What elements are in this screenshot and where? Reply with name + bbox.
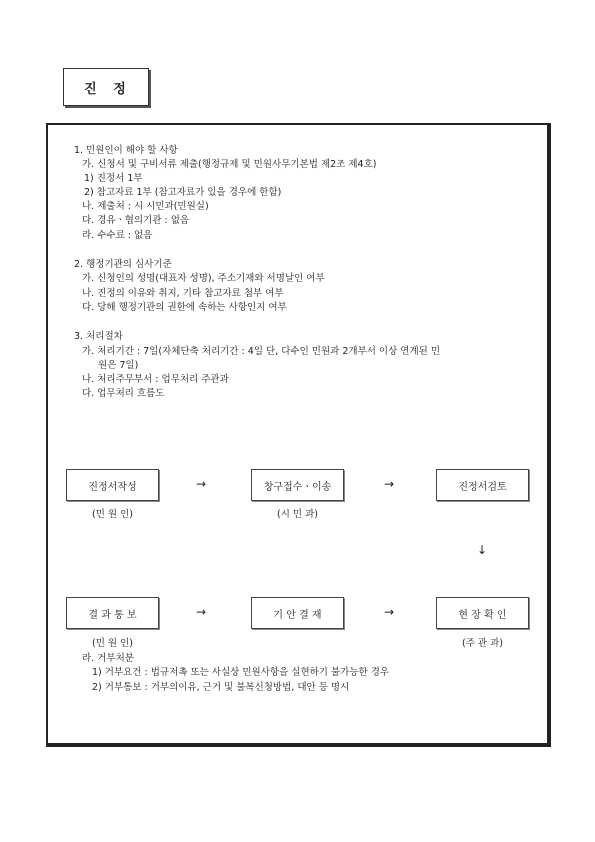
rejection-item-2: 2) 거부통보 : 거부의이유, 근거 및 불복신청방법, 대안 등 명시 xyxy=(92,682,350,693)
flow-box-reception-transfer: 창구접수ㆍ이송 xyxy=(251,469,344,501)
section1-item-ra: 라. 수수료 : 없음 xyxy=(82,230,153,241)
section3-item-ga-line2: 원은 7일) xyxy=(98,360,139,371)
document-title: 진 정 xyxy=(63,68,149,106)
flow-sub-petitioner: (민 원 인) xyxy=(92,509,133,520)
section2-item-ga: 가. 신청인의 성명(대표자 성명), 주소기재와 서명날인 여부 xyxy=(82,273,325,284)
down-arrow-icon: ↓ xyxy=(477,543,488,557)
section1-item-ga2: 2) 참고자료 1부 (참고자료가 있을 경우에 한함) xyxy=(84,187,282,198)
flow-box-draft-approval: 기 안 결 재 xyxy=(251,597,344,629)
flow-box-site-check: 현 장 확 인 xyxy=(436,597,529,629)
flow-sub-citizen-dept: (시 민 과) xyxy=(277,509,318,520)
right-arrow-icon: → xyxy=(196,605,207,619)
section3-item-da: 다. 업무처리 흐름도 xyxy=(82,388,165,399)
section3-heading: 3. 처리절차 xyxy=(74,331,123,342)
section1-item-na: 나. 제출처 : 시 시민과(민원실) xyxy=(82,201,209,212)
section3-item-ga-line1: 가. 처리기간 : 7일(자체단축 처리기간 : 4일 단, 다수인 민원과 2개부서 이상 연계된 민 xyxy=(82,346,441,357)
right-arrow-icon: → xyxy=(384,477,395,491)
right-arrow-icon: → xyxy=(196,477,207,491)
section2-item-na: 나. 진정의 이유와 취지, 기타 참고자료 첨부 여부 xyxy=(82,288,284,299)
section3-item-na: 나. 처리주무부서 : 업무처리 주관과 xyxy=(82,374,229,385)
section1-item-ga: 가. 신청서 및 구비서류 제출(행정규제 및 민원사무기본법 제2조 제4호) xyxy=(82,159,377,170)
section1-heading: 1. 민원인이 해야 할 사항 xyxy=(74,145,178,156)
rejection-heading: 라. 거부처분 xyxy=(82,653,134,664)
right-arrow-icon: → xyxy=(384,605,395,619)
flow-box-review-petition: 진정서검토 xyxy=(436,469,529,501)
flow-sub-petitioner-2: (민 원 인) xyxy=(92,638,133,649)
section1-item-ga1: 1) 진정서 1부 xyxy=(84,173,143,184)
section2-item-da: 다. 당해 행정기관의 권한에 속하는 사항인지 여부 xyxy=(82,302,287,313)
flow-box-write-petition: 진정서작성 xyxy=(66,469,159,501)
flow-box-notify-result: 결 과 통 보 xyxy=(66,597,159,629)
rejection-item-1: 1) 거부요건 : 법규저촉 또는 사실상 민원사항을 실현하기 불가능한 경우 xyxy=(92,667,390,678)
section2-heading: 2. 행정기관의 심사기준 xyxy=(74,259,172,270)
flow-sub-lead-dept: (주 관 과) xyxy=(462,638,503,649)
section1-item-da: 다. 경유ㆍ협의기관 : 없음 xyxy=(82,215,190,226)
